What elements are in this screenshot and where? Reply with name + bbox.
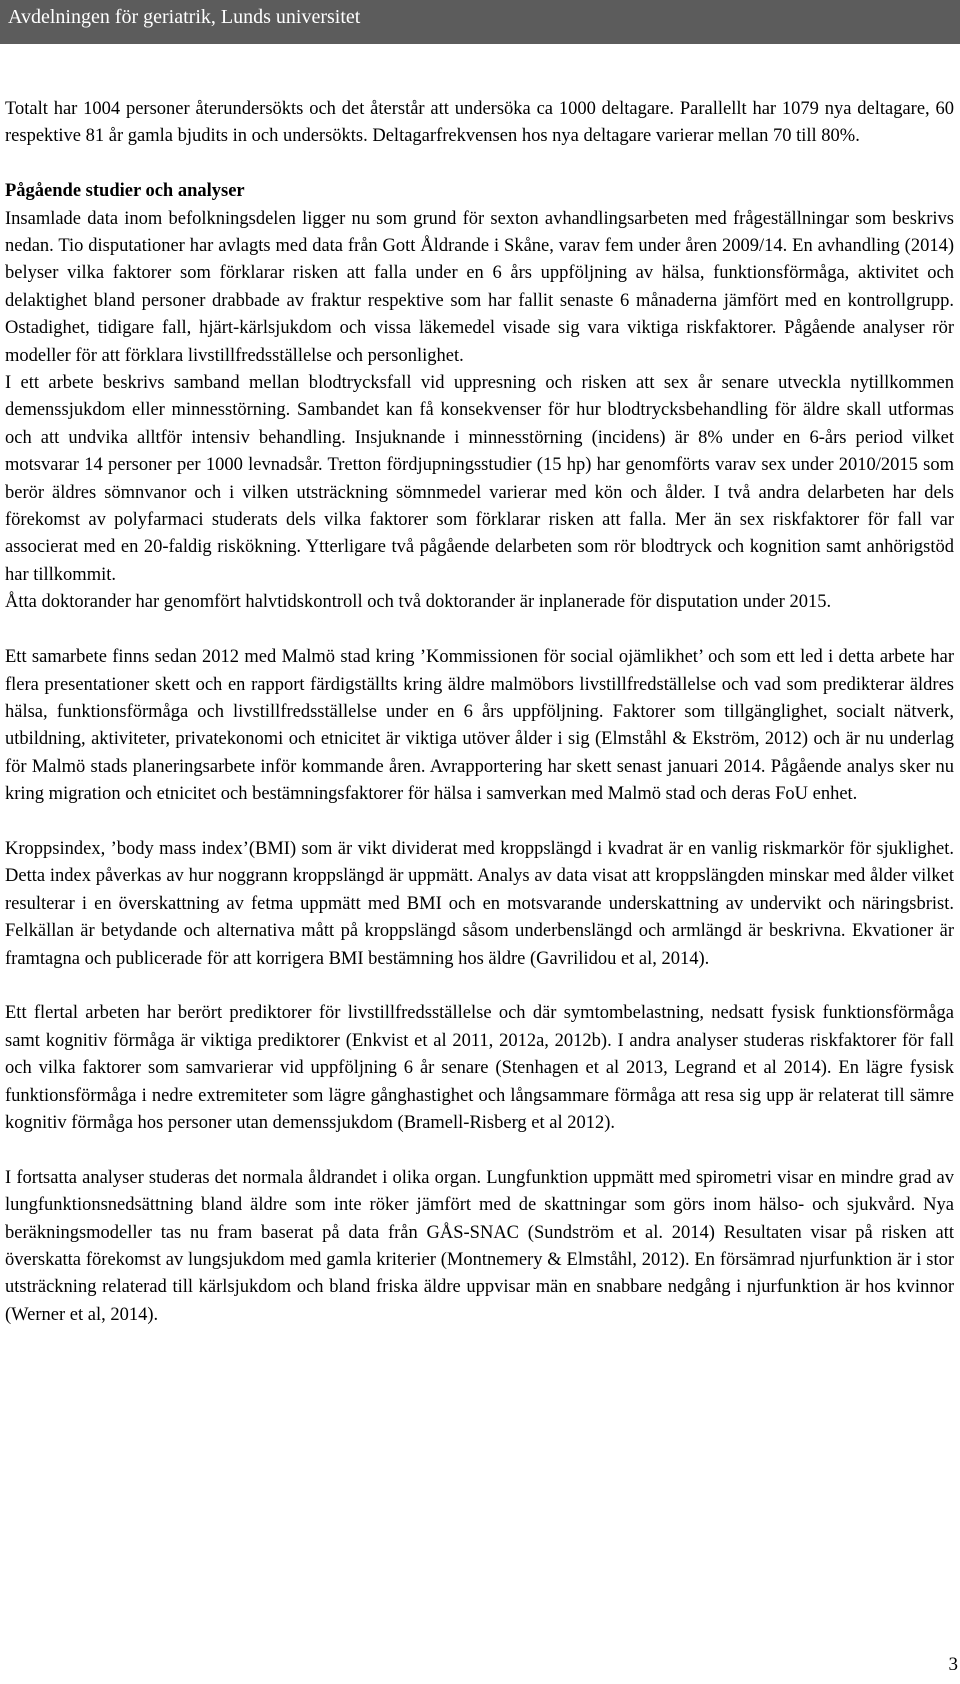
header-title: Avdelningen för geriatrik, Lunds universitet	[8, 6, 361, 28]
paragraph-doctoral: Åtta doktorander har genomfört halvtidskontroll och två doktorander är inplanerade för disputation under 2015.	[5, 592, 832, 613]
paragraph-spacer	[5, 973, 954, 1000]
paragraph-status: Totalt har 1004 personer återundersökts och det återstår att undersöka ca 1000 deltagare. Parallellt har 1079 nya deltagare, 60 respektive 81 år gamla bjudits in och undersökts. Deltagarfrekvensen hos nya deltagare varierar mellan 70 till 80%.	[5, 99, 954, 147]
paragraph-bmi: Kroppsindex, ’body mass index’(BMI) som är vikt dividerat med kroppslängd i kvadrat är en vanlig riskmarkör för sjuklighet. Detta index påverkas av hur noggrann kroppslängd är uppmätt. Analys av data visat att kroppslängden minskar med ålder vilket resulterar i en överskattning av fetma uppmätt med BMI och en motsvarande underskattning av undervikt och näringsbrist. Felkällan är betydande och alternativa mått på kroppslängd såsom underbenslängd och armlängd är beskrivna. Ekvationer är framtagna och publicerade för att korrigera BMI bestämning hos äldre (Gavrilidou et al, 2014).	[5, 838, 954, 969]
document-body	[0, 96, 960, 1329]
paragraph-spacer	[5, 1137, 954, 1164]
section-heading: Pågående studier och analyser	[5, 181, 245, 202]
page-header	[0, 0, 960, 44]
paragraph-spacer	[5, 151, 954, 178]
paragraph-blood-pressure: I ett arbete beskrivs samband mellan blodtrycksfall vid uppresning och risken att sex år senare utveckla nytillkommen demenssjukdom eller minnesstörning. Sambandet kan få konsekvenser för hur blodtrycksbehandling för äldre skall utformas och att undvika alltför intensiv behandling. Insjuknande i minnesstörning (incidens) är 8% under en 6-års period vilket motsvarar 14 personer per 1000 levnadsår. Tretton fördjupningsstudier (15 hp) har genomförts varav sex under 2010/2015 som berör äldres sömnvanor och i vilken utsträckning sömnmedel varierar med kön och ålder. I två andra delarbeten har dels förekomst av polyfarmaci studerats dels vilka faktorer som förklarar risken att falla. Mer än sex riskfaktorer för fall var associerat med en 20-faldig riskökning. Ytterligare två pågående delarbeten som rör blodtryck och kognition samt anhörigstöd har tillkommit.	[5, 373, 954, 585]
paragraph-spacer	[5, 809, 954, 836]
paragraph-malmo: Ett samarbete finns sedan 2012 med Malmö stad kring ’Kommissionen för social ojämlikhet’ och som ett led i detta arbete har flera presentationer skett och en rapport färdigställts kring äldre malmöbors livstillfredställelse och vad som predikterar äldres hälsa, funktionsförmåga och livstillfredsställelse under en 6 års uppföljning. Faktorer som tillgänglighet, socialt nätverk, utbildning, aktiviteter, privatekonomi och etnicitet är viktiga utöver ålder i sig (Elmståhl & Ekström, 2012) och är nu underlag för Malmö stads planeringsarbete inför kommande åren. Avrapportering har skett senast januari 2014. Pågående analys sker nu kring migration och etnicitet och bestämningsfaktorer för hälsa i samverkan med Malmö stad och deras FoU enhet.	[5, 647, 954, 805]
page-number: 3	[948, 1654, 958, 1675]
paragraph-studies: Insamlade data inom befolkningsdelen ligger nu som grund för sexton avhandlingsarbeten med frågeställningar som beskrivs nedan. Tio disputationer har avlagts med data från Gott Åldrande i Skåne, varav fem under åren 2009/14. En avhandling (2014) belyser vilka faktorer som förklarar risken att falla under en 6 års uppföljning av hälsa, funktionsförmåga, aktivitet och delaktighet bland personer drabbade av fraktur respektive som har fallit senaste 6 månaderna jämfört med en kontrollgrupp. Ostadighet, tidigare fall, hjärt-kärlsjukdom och vissa läkemedel visade sig vara viktiga riskfaktorer. Pågående analyser rör modeller för att förklara livstillfredsställelse och personlighet.	[5, 208, 954, 366]
paragraph-aging: I fortsatta analyser studeras det normala åldrandet i olika organ. Lungfunktion uppmätt med spirometri visar en mindre grad av lungfunktionsnedsättning bland äldre som inte röker jämfört med de skattningar som görs inom hälso- och sjukvård. Nya beräkningsmodeller tas nu fram baserat på data från GÅS-SNAC (Sundström et al. 2014) Resultaten visar på risken att överskatta förekomst av lungsjukdom med gamla kriterier (Montnemery & Elmståhl, 2012). En försämrad njurfunktion är i stor utsträckning relaterad till kärlsjukdom och bland friska äldre uppvisar män en snabbare nedgång i njurfunktion är hos kvinnor (Werner et al, 2014).	[5, 1167, 954, 1325]
paragraph-spacer	[5, 617, 954, 644]
paragraph-predictors: Ett flertal arbeten har berört prediktorer för livstillfredsställelse och där symtombelastning, nedsatt fysisk funktionsförmåga samt kognitiv förmåga är viktiga prediktorer (Enkvist et al 2011, 2012a, 2012b). I andra analyser studeras riskfaktorer för fall och vilka faktorer som samvarierar vid uppföljning 6 år senare (Stenhagen et al 2013, Legrand et al 2014). En lägre fysisk funktionsförmåga i nedre extremiteter som lägre gånghastighet och långsammare förmåga att resa sig upp är relaterat till sämre kognitiv förmåga hos personer utan demenssjukdom (Bramell-Risberg et al 2012).	[5, 1003, 954, 1133]
